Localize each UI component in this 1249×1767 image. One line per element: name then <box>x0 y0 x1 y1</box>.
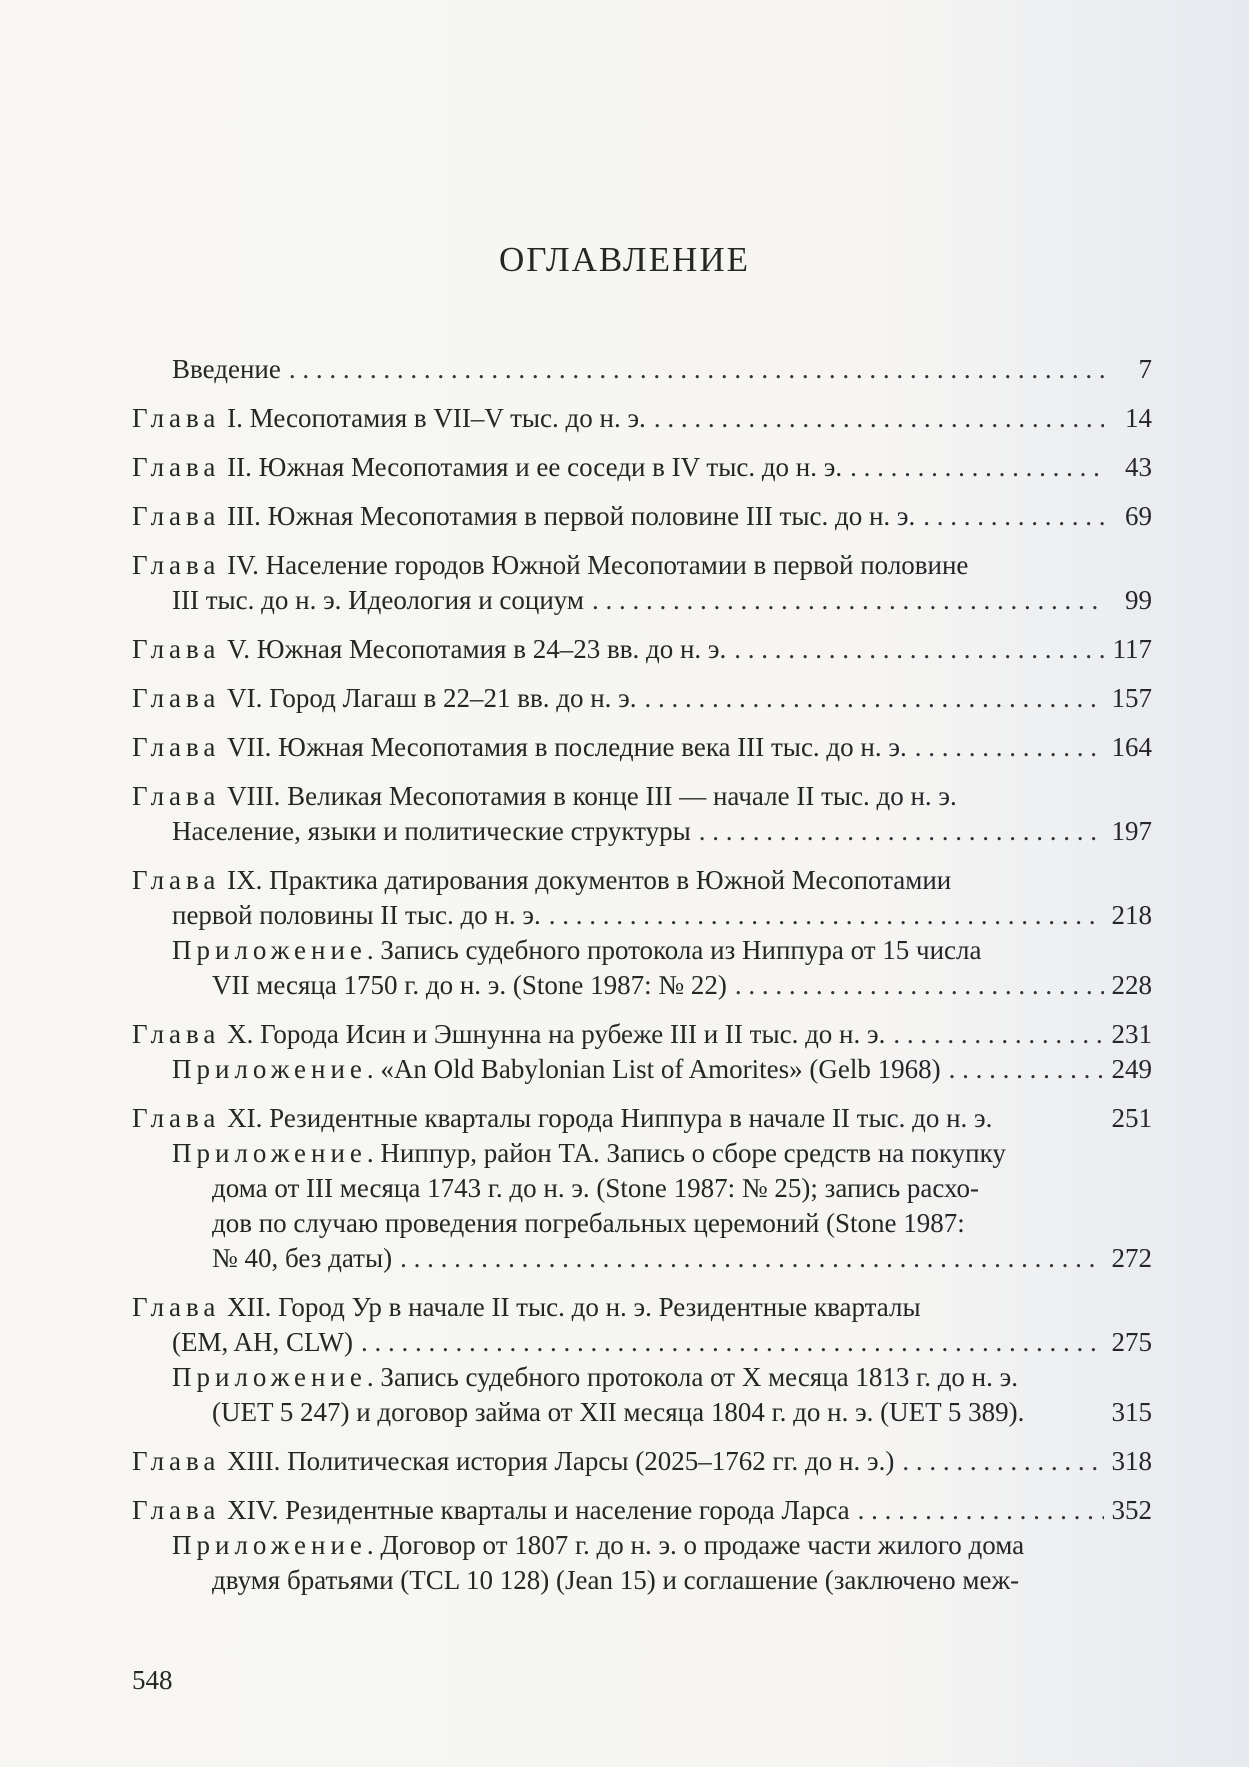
dot-leader <box>699 814 1104 849</box>
toc-title: III тыс. до н. э. Идеология и социум <box>172 585 585 615</box>
toc-line <box>132 779 1152 814</box>
toc-line-text <box>172 898 541 933</box>
toc-line <box>132 1395 1152 1430</box>
toc-line-text <box>132 865 951 895</box>
toc-line-text <box>132 1017 885 1052</box>
chapter-label: Глава <box>132 403 221 433</box>
toc-title: . «An Old Babylonian List of Amorites» (Gelb 1968) <box>366 1054 941 1084</box>
toc-line-text <box>172 814 691 849</box>
toc-line-text <box>172 1362 1018 1392</box>
toc-entry <box>132 450 1152 485</box>
toc-line <box>132 1493 1152 1528</box>
toc-title: . Ниппур, район ТА. Запись о сборе средств на покупку <box>366 1138 1006 1168</box>
toc-line <box>132 1360 1152 1395</box>
toc-line <box>132 1206 1152 1241</box>
dot-leader <box>735 968 1104 1003</box>
dot-leader <box>949 1052 1104 1087</box>
toc-title: V. Южная Месопотамия в 24–23 вв. до н. э. <box>220 634 727 664</box>
dot-leader <box>549 898 1104 933</box>
toc-line-text <box>172 1530 1024 1560</box>
toc-title: XI. Резидентные кварталы города Ниппура в начале II тыс. до н. э. <box>220 1103 993 1133</box>
toc-title: дов по случаю проведения погребальных церемоний (Stone 1987: <box>212 1208 965 1238</box>
dot-leader <box>645 681 1104 716</box>
toc-entry <box>132 681 1152 716</box>
toc-line <box>132 1563 1152 1598</box>
toc-line <box>132 933 1152 968</box>
dot-leader <box>734 632 1104 667</box>
toc-entry <box>132 1101 1152 1276</box>
toc-page-number: 197 <box>1111 816 1152 846</box>
dot-leader <box>850 450 1104 485</box>
toc-page-number: 315 <box>1111 1397 1152 1427</box>
toc-entry <box>132 779 1152 849</box>
toc-entry <box>132 499 1152 534</box>
dot-leader <box>858 1493 1104 1528</box>
toc-line-text <box>212 1565 1019 1595</box>
toc-line-text <box>212 1241 392 1276</box>
appendix-label: Приложение <box>172 1530 367 1560</box>
toc-line-text <box>132 730 907 765</box>
toc-entry <box>132 352 1152 387</box>
toc-line-text <box>172 1325 353 1360</box>
toc-line <box>132 730 1152 765</box>
toc-line <box>132 499 1152 534</box>
toc-line <box>132 450 1152 485</box>
toc-title: XII. Город Ур в начале II тыс. до н. э. Резидентные кварталы <box>220 1292 921 1322</box>
toc-line <box>132 814 1152 849</box>
toc-title: VII месяца 1750 г. до н. э. (Stone 1987: № 22) <box>212 970 727 1000</box>
toc-line-text <box>132 681 637 716</box>
toc-page-number: 228 <box>1111 970 1152 1000</box>
toc-page-number: 249 <box>1111 1054 1152 1084</box>
appendix-label: Приложение <box>172 1054 367 1084</box>
toc-page-number: 275 <box>1111 1327 1152 1357</box>
chapter-label: Глава <box>132 1495 221 1525</box>
toc-page-number: 164 <box>1111 732 1152 762</box>
toc-page-number: 157 <box>1111 683 1152 713</box>
dot-leader <box>902 1444 1103 1479</box>
toc-title: Население, языки и политические структуры <box>172 816 691 846</box>
toc-line-text <box>132 450 842 485</box>
toc-line-text <box>172 1138 1006 1168</box>
chapter-label: Глава <box>132 683 221 713</box>
toc-title: XIII. Политическая история Ларсы (2025–1762 гг. до н. э.) <box>220 1446 895 1476</box>
dot-leader <box>915 730 1104 765</box>
toc-line <box>132 681 1152 716</box>
toc-line <box>132 632 1152 667</box>
toc-title: . Запись судебного протокола от X месяца 1813 г. до н. э. <box>366 1362 1018 1392</box>
toc-title: X. Города Исин и Эшнунна на рубеже III и II тыс. до н. э. <box>220 1019 886 1049</box>
toc-page-number: 117 <box>1112 634 1152 664</box>
chapter-label: Глава <box>132 452 221 482</box>
toc-entry <box>132 401 1152 436</box>
toc-title: (EM, AH, CLW) <box>172 1327 353 1357</box>
page-title: ОГЛАВЛЕНИЕ <box>499 240 750 279</box>
chapter-label: Глава <box>132 501 221 531</box>
dot-leader <box>361 1325 1104 1360</box>
appendix-label: Приложение <box>172 1138 367 1168</box>
toc-line-text <box>132 1101 992 1136</box>
toc-line <box>132 1325 1152 1360</box>
toc-line <box>132 1444 1152 1479</box>
toc-line <box>132 968 1152 1003</box>
toc-line-text <box>172 1052 941 1087</box>
toc-entry <box>132 863 1152 1003</box>
toc-line-text <box>132 499 915 534</box>
toc-line <box>132 1136 1152 1171</box>
toc-title: . Запись судебного протокола из Ниппура от 15 числа <box>366 935 982 965</box>
toc-title: XIV. Резидентные кварталы и население города Ларса <box>220 1495 850 1525</box>
dot-leader <box>289 352 1104 387</box>
toc-line <box>132 1290 1152 1325</box>
chapter-label: Глава <box>132 732 221 762</box>
toc-page-number: 272 <box>1111 1243 1152 1273</box>
toc-entry <box>132 632 1152 667</box>
toc-line-text <box>212 1395 1024 1430</box>
toc-line <box>132 401 1152 436</box>
toc-title: III. Южная Месопотамия в первой половине III тыс. до н. э. <box>220 501 916 531</box>
toc-page-number: 318 <box>1111 1446 1152 1476</box>
toc-line <box>132 352 1152 387</box>
dot-leader <box>893 1017 1103 1052</box>
toc-title: первой половины II тыс. до н. э. <box>172 900 541 930</box>
toc-title: дома от III месяца 1743 г. до н. э. (Stone 1987: № 25); запись расхо- <box>212 1173 979 1203</box>
toc-page-number: 218 <box>1111 900 1152 930</box>
toc-line <box>132 1101 1152 1136</box>
chapter-label: Глава <box>132 1446 221 1476</box>
toc-entry <box>132 1290 1152 1430</box>
toc-title: Введение <box>172 354 281 384</box>
dot-leader <box>923 499 1104 534</box>
toc-entry <box>132 548 1152 618</box>
toc-title: . Договор от 1807 г. до н. э. о продаже части жилого дома <box>366 1530 1025 1560</box>
toc-entry <box>132 1493 1152 1598</box>
dot-leader <box>400 1241 1103 1276</box>
toc-title: двумя братьями (TCL 10 128) (Jean 15) и соглашение (заключено меж- <box>212 1565 1020 1595</box>
toc-page-number: 99 <box>1125 585 1152 615</box>
toc-title: VII. Южная Месопотамия в последние века III тыс. до н. э. <box>220 732 907 762</box>
toc-title: № 40, без даты) <box>212 1243 393 1273</box>
chapter-label: Глава <box>132 634 221 664</box>
toc-line-text <box>172 352 281 387</box>
toc-title: (UET 5 247) и договор займа от XII месяца 1804 г. до н. э. (UET 5 389). <box>212 1397 1025 1427</box>
toc-entry <box>132 1444 1152 1479</box>
toc-page-number: 14 <box>1125 403 1152 433</box>
toc-line-text <box>132 550 968 580</box>
chapter-label: Глава <box>132 1292 221 1322</box>
toc-title: VIII. Великая Месопотамия в конце III — начале II тыс. до н. э. <box>220 781 957 811</box>
toc-line <box>132 583 1152 618</box>
toc-line <box>132 1052 1152 1087</box>
toc-line-text <box>132 401 646 436</box>
chapter-label: Глава <box>132 865 221 895</box>
toc-line-text <box>132 1444 894 1479</box>
toc-line-text <box>212 1173 979 1203</box>
toc-line <box>132 863 1152 898</box>
table-of-contents <box>132 352 1152 1612</box>
dot-leader <box>654 401 1104 436</box>
toc-line-text <box>172 583 584 618</box>
chapter-label: Глава <box>132 781 221 811</box>
dot-leader <box>592 583 1104 618</box>
toc-line-text <box>212 968 727 1003</box>
chapter-label: Глава <box>132 1103 221 1133</box>
toc-title: IX. Практика датирования документов в Южной Месопотамии <box>220 865 952 895</box>
toc-line-text <box>132 632 726 667</box>
chapter-label: Глава <box>132 550 221 580</box>
toc-page-number: 352 <box>1111 1495 1152 1525</box>
toc-line <box>132 1017 1152 1052</box>
toc-line-text <box>132 1493 850 1528</box>
toc-line <box>132 1241 1152 1276</box>
toc-page-number: 231 <box>1111 1019 1152 1049</box>
toc-page-number: 251 <box>1111 1103 1152 1133</box>
chapter-label: Глава <box>132 1019 221 1049</box>
toc-title: II. Южная Месопотамия и ее соседи в IV тыс. до н. э. <box>220 452 843 482</box>
toc-entry <box>132 730 1152 765</box>
toc-line <box>132 1171 1152 1206</box>
toc-title: IV. Население городов Южной Месопотамии в первой половине <box>220 550 969 580</box>
toc-title: VI. Город Лагаш в 22–21 вв. до н. э. <box>220 683 637 713</box>
page-number: 548 <box>132 1665 173 1695</box>
toc-page-number: 7 <box>1138 354 1152 384</box>
toc-entry <box>132 1017 1152 1087</box>
toc-line-text <box>212 1208 965 1238</box>
toc-line <box>132 548 1152 583</box>
toc-line <box>132 898 1152 933</box>
toc-title: I. Месопотамия в VII–V тыс. до н. э. <box>220 403 646 433</box>
toc-page-number: 43 <box>1125 452 1152 482</box>
appendix-label: Приложение <box>172 935 367 965</box>
toc-page-number: 69 <box>1125 501 1152 531</box>
toc-line-text <box>172 935 982 965</box>
appendix-label: Приложение <box>172 1362 367 1392</box>
toc-line <box>132 1528 1152 1563</box>
toc-line-text <box>132 781 957 811</box>
toc-line-text <box>132 1292 921 1322</box>
